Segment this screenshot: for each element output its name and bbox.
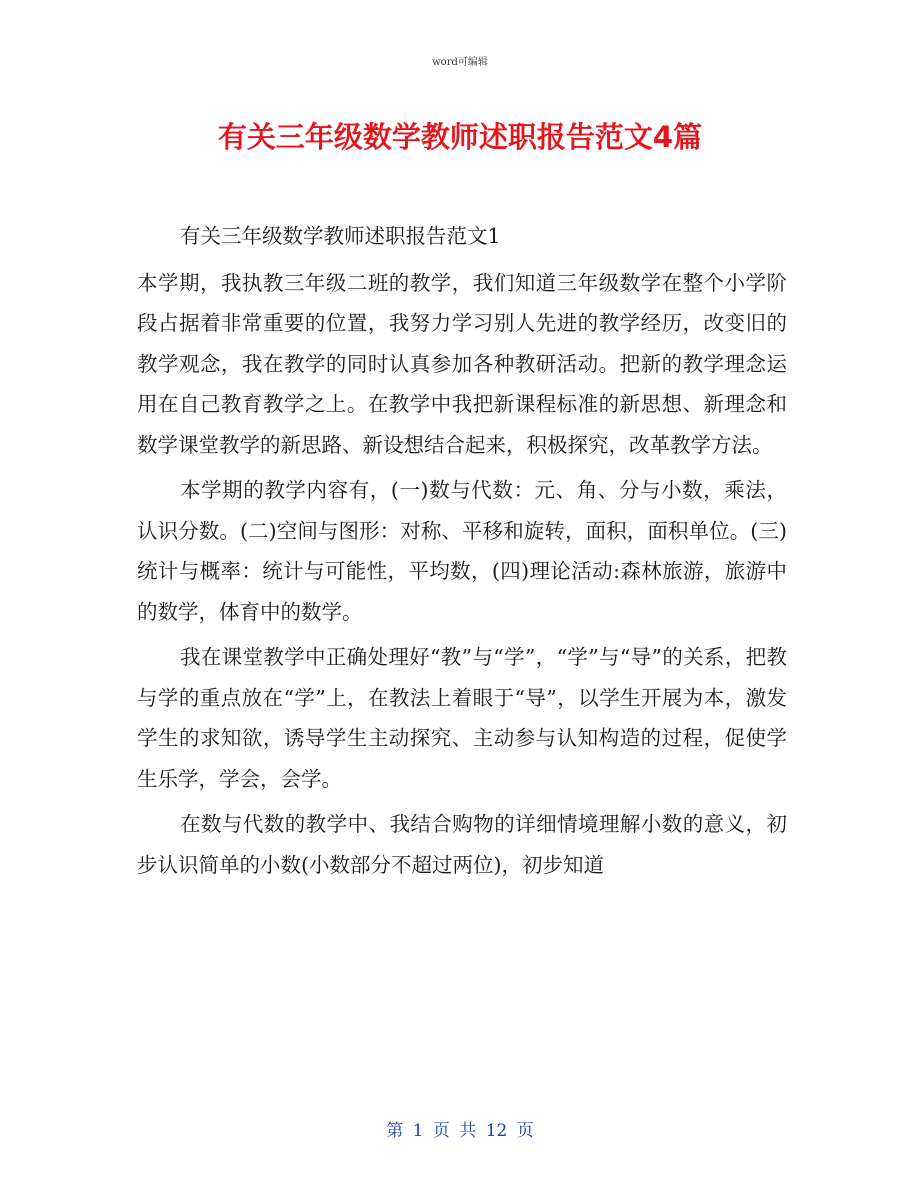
page-number-footer: 第 1 页 共 12 页 [386, 1121, 534, 1141]
document-title: 有关三年级数学教师述职报告范文4篇 [217, 120, 703, 154]
header-note: word可编辑 [432, 57, 488, 68]
body-paragraph-3: 我在课堂教学中正确处理好“教”与“学”，“学”与“导”的关系，把教与学的重点放在“学”上，在教法上着眼于“导”，以学生开展为本，激发学生的求知欲，诱导学生主动探究、主动参与认知构造的过程，促使学生乐学，学会，会学。 [137, 645, 787, 791]
body-paragraph-2: 本学期的教学内容有，(一)数与代数：元、角、分与小数，乘法，认识分数。(二)空间与图形：对称、平移和旋转，面积，面积单位。(三)统计与概率：统计与可能性，平均数，(四)理论活动:森林旅游，旅游中的数学，体育中的数学。 [137, 478, 787, 624]
document-body [137, 216, 787, 885]
section-subheading: 有关三年级数学教师述职报告范文1 [180, 224, 501, 248]
body-paragraph-4: 在数与代数的教学中、我结合购物的详细情境理解小数的意义，初步认识简单的小数(小数部分不超过两位)，初步知道 [137, 812, 787, 877]
body-paragraph-1: 本学期，我执教三年级二班的教学，我们知道三年级数学在整个小学阶段占据着非常重要的位置，我努力学习别人先进的教学经历，改变旧的教学观念，我在教学的同时认真参加各种教研活动。把新的教学理念运用在自己教育教学之上。在教学中我把新课程标准的新思想、新理念和数学课堂教学的新思路、新设想结合起来，积极探究，改革教学方法。 [137, 270, 787, 457]
